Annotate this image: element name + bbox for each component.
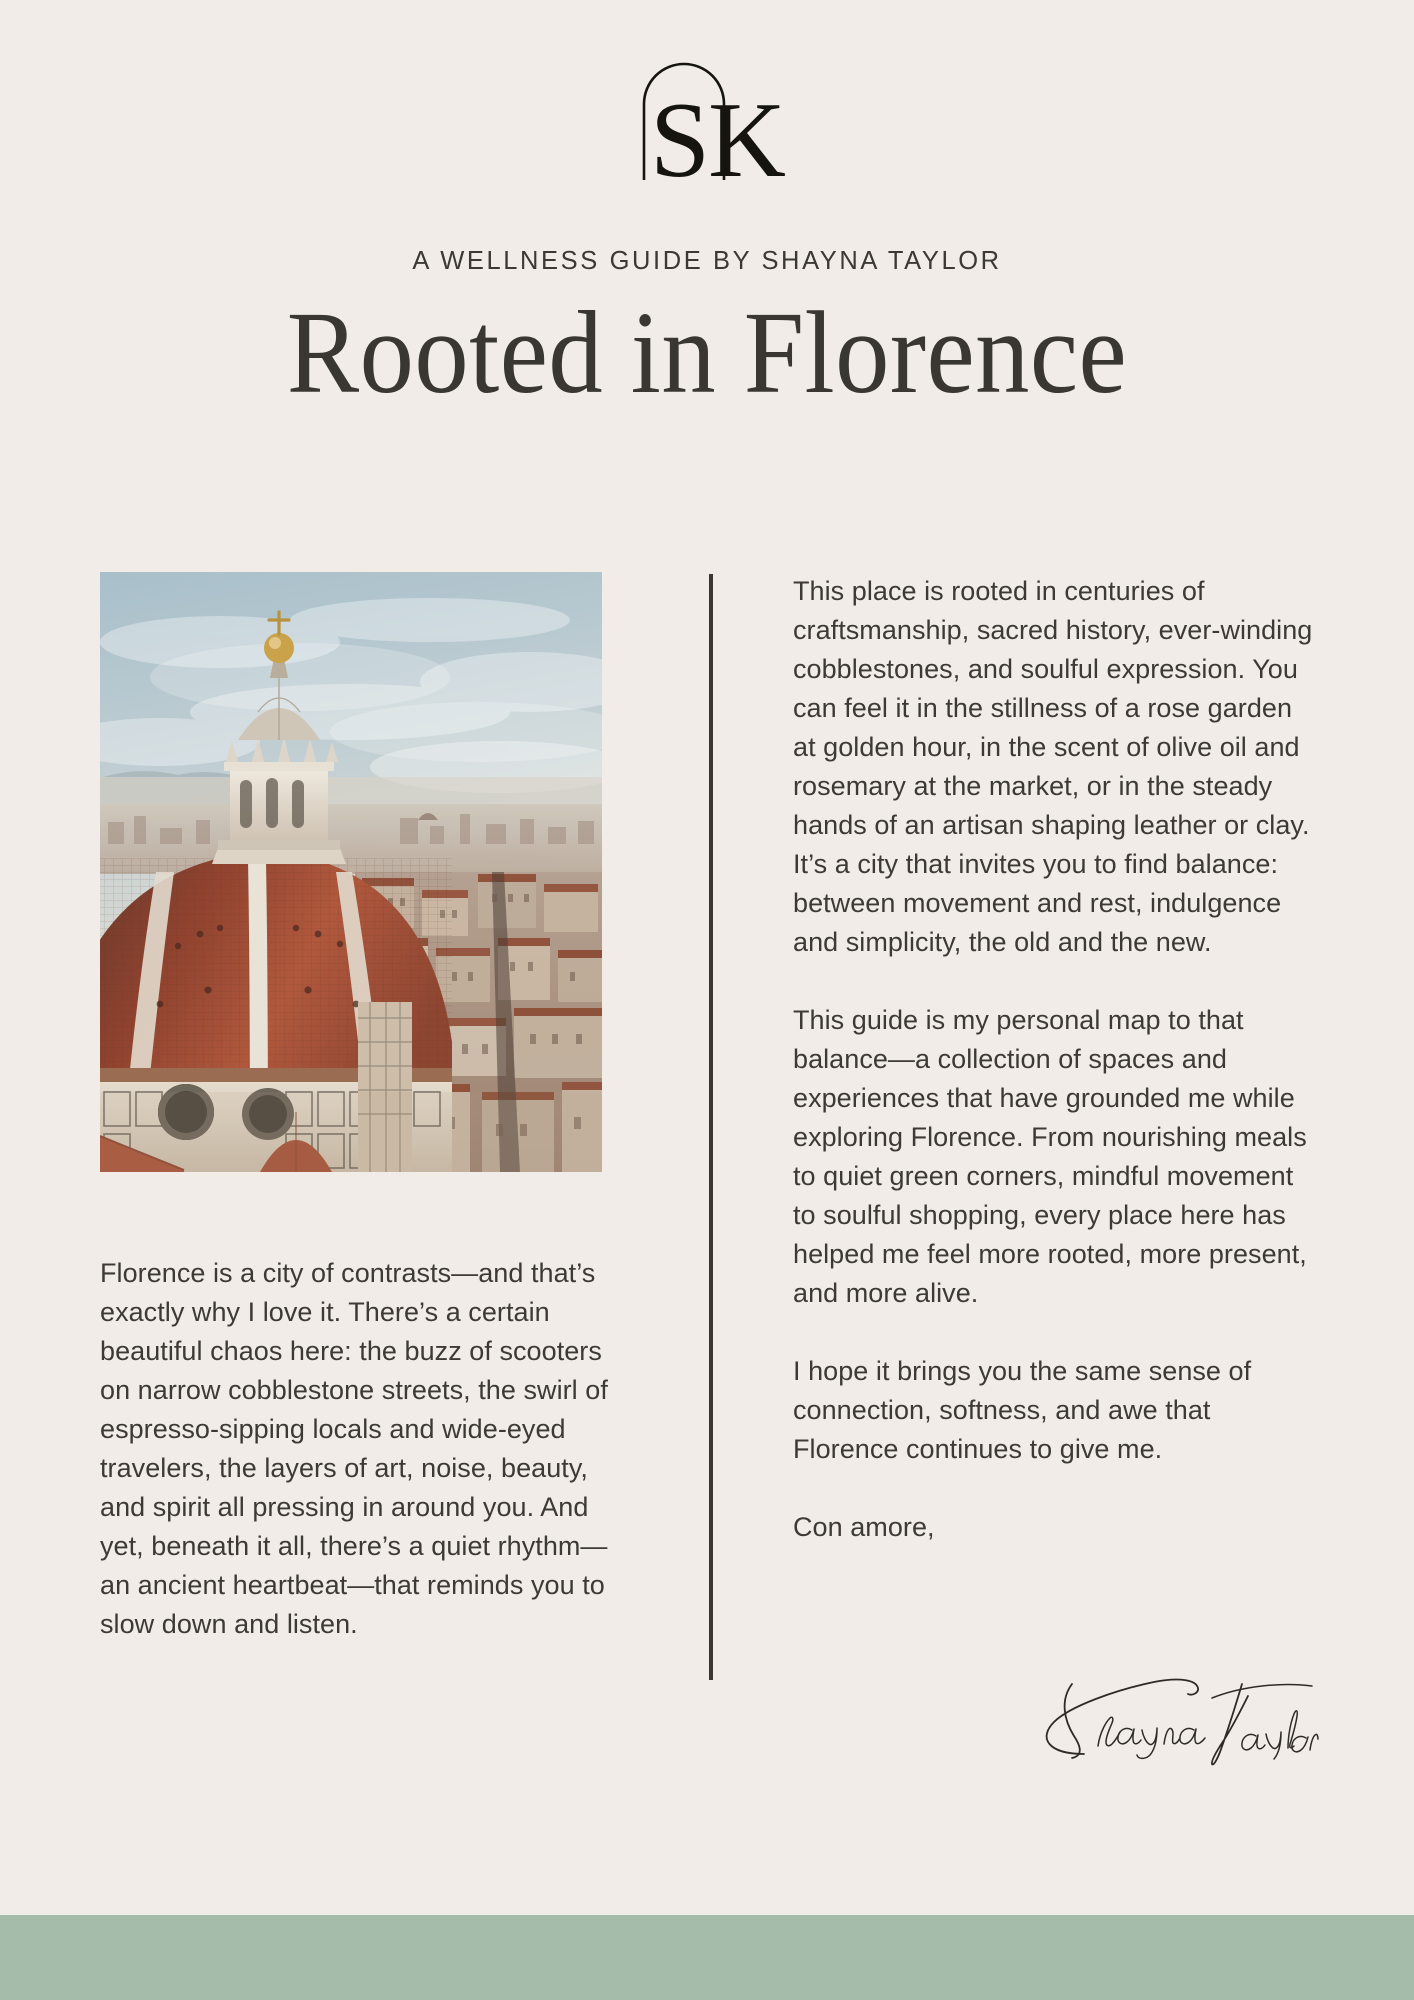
shayna-taylor-signature: [1020, 1660, 1320, 1770]
duomo-illustration: [100, 572, 602, 1172]
svg-text:S: S: [650, 81, 711, 182]
right-paragraph-2: This guide is my personal map to that balance—a collection of spaces and experiences that have grounded me while exploring Florence. From nourishing meals to quiet green corners, mindful movement to soulful shopping, every place here has helped me feel more rooted, more present, and more alive.: [793, 1005, 1307, 1308]
left-text-column: [100, 1254, 620, 1644]
florence-duomo-photo: [100, 572, 602, 1172]
signature-icon: [1020, 1660, 1320, 1770]
page-title: Rooted in Florence: [286, 287, 1128, 418]
eyebrow-subtitle: A WELLNESS GUIDE BY SHAYNA TAYLOR: [412, 247, 1002, 275]
left-paragraph-1: Florence is a city of contrasts—and that’s exactly why I love it. There’s a certain beautiful chaos here: the buzz of scooters on narrow cobblestone streets, the swirl of espresso-sipping locals and wide-eyed travelers, the layers of art, noise, beauty, and spirit all pressing in around you. And yet, beneath it all, there’s a quiet rhythm—an ancient heartbeat—that reminds you to slow down and listen.: [100, 1258, 608, 1639]
signoff-text: Con amore,: [793, 1512, 935, 1542]
svg-text:K: K: [708, 81, 786, 182]
footer-color-bar: [0, 1915, 1414, 2000]
column-divider: [709, 574, 713, 1680]
right-text-column: [793, 572, 1313, 1547]
right-paragraph-1: This place is rooted in centuries of craftsmanship, sacred history, ever-winding cobblestones, and soulful expression. You can feel it in the stillness of a rose garden at golden hour, in the scent of olive oil and rosemary at the market, or in the steady hands of an artisan shaping leather or clay. It’s a city that invites you to find balance: between movement and rest, indulgence and simplicity, the old and the new.: [793, 576, 1313, 957]
brand-logo: [0, 52, 1414, 182]
sk-monogram-icon: [622, 52, 792, 182]
right-paragraph-3: I hope it brings you the same sense of connection, softness, and awe that Florence continues to give me.: [793, 1356, 1252, 1464]
